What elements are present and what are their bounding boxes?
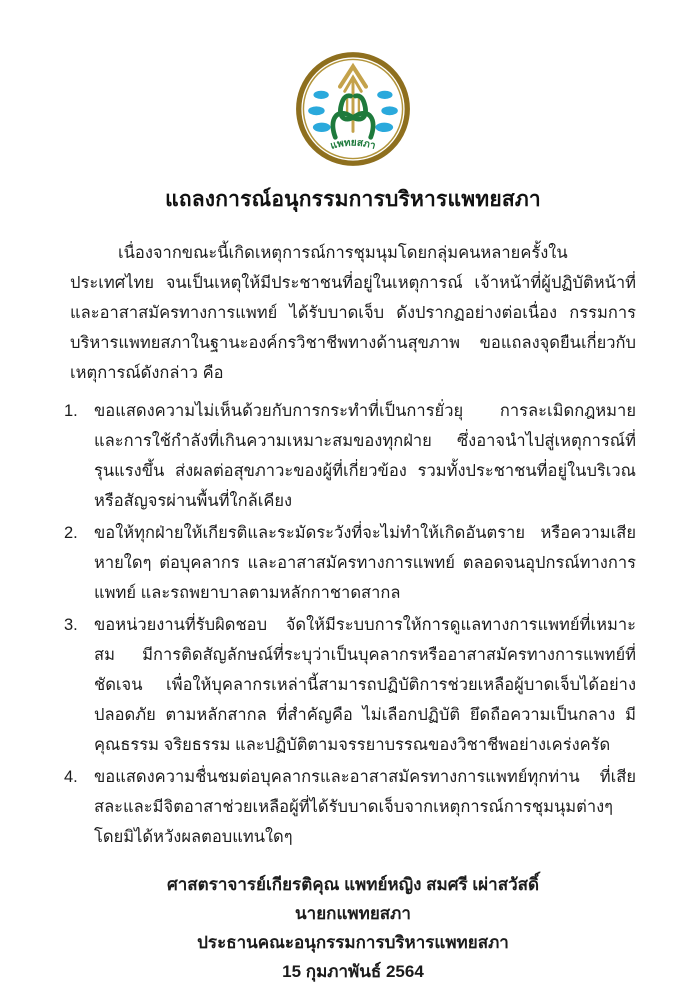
statement-list (64, 396, 636, 852)
signer-position-2: ประธานคณะอนุกรรมการบริหารแพทยสภา (197, 933, 509, 952)
list-item (64, 518, 636, 608)
list-item (64, 610, 636, 760)
intro-paragraph: เนื่องจากขณะนี้เกิดเหตุการณ์การชุมนุมโดยกลุ่มคนหลายครั้งในประเทศไทย จนเป็นเหตุให้มีประชาชนที่อยู่ในเหตุการณ์ เจ้าหน้าที่ผู้ปฏิบัติหน้าที่ และอาสาสมัครทางการแพทย์ ได้รับบาดเจ็บ ดังปรากฏอย่างต่อเนื่อง กรรมการบริหารแพทยสภาในฐานะองค์กรวิชาชีพทางด้านสุขภาพ ขอแถลงจุดยืนเกี่ยวกับเหตุการณ์ดังกล่าว คือ (70, 244, 636, 382)
list-item-text: ขอหน่วยงานที่รับผิดชอบ จัดให้มีระบบการให้การดูแลทางการแพทย์ที่เหมาะสม มีการติดสัญลักษณ์ที่ระบุว่าเป็นบุคลากรหรืออาสาสมัครทางการแพทย์ที่ชัดเจน เพื่อให้บุคลากรเหล่านี้สามารถปฏิบัติการช่วยเหลือผู้บาดเจ็บได้อย่างปลอดภัย ตามหลักสากล ที่สำคัญคือ ไม่เลือกปฏิบัติ ยึดถือความเป็นกลาง มีคุณธรรม จริยธรรม และปฏิบัติตามจรรยาบรรณของวิชาชีพอย่างเคร่งครัด (94, 616, 636, 754)
document-date: 15 กุมภาพันธ์ 2564 (282, 962, 424, 981)
logo-container (70, 50, 636, 173)
list-item (64, 396, 636, 516)
list-item-number: 2. (64, 524, 78, 542)
list-item-number: 1. (64, 402, 78, 420)
list-item-number: 4. (64, 768, 78, 786)
list-item (64, 762, 636, 852)
signature-block (70, 870, 636, 986)
signer-position-1: นายกแพทยสภา (295, 904, 411, 923)
list-item-text: ขอให้ทุกฝ่ายให้เกียรติและระมัดระวังที่จะไม่ทำให้เกิดอันตราย หรือความเสียหายใดๆ ต่อบุคลากร และอาสาสมัครทางการแพทย์ ตลอดจนอุปกรณ์ทางการแพทย์ และรถพยาบาลตามหลักกาชาดสากล (94, 524, 636, 602)
list-item-number: 3. (64, 616, 78, 634)
medical-council-emblem-icon (294, 50, 412, 168)
emblem-caption: แพทยสภา (329, 137, 377, 152)
list-item-text: ขอแสดงความไม่เห็นด้วยกับการกระทำที่เป็นการยั่วยุ การละเมิดกฎหมาย และการใช้กำลังที่เกินความเหมาะสมของทุกฝ่าย ซึ่งอาจนำไปสู่เหตุการณ์ที่รุนแรงขึ้น ส่งผลต่อสุขภาวะของผู้ที่เกี่ยวข้อง รวมทั้งประชาชนที่อยู่ในบริเวณ หรือสัญจรผ่านพื้นที่ใกล้เคียง (94, 402, 636, 510)
document-title: แถลงการณ์อนุกรรมการบริหารแพทยสภา (165, 188, 541, 211)
list-item-text: ขอแสดงความชื่นชมต่อบุคลากรและอาสาสมัครทางการแพทย์ทุกท่าน ที่เสียสละและมีจิตอาสาช่วยเหลือผู้ที่ได้รับบาดเจ็บจากเหตุการณ์การชุมนุมต่างๆ โดยมิได้หวังผลตอบแทนใดๆ (94, 768, 636, 846)
signer-name: ศาสตราจารย์เกียรติคุณ แพทย์หญิง สมศรี เผ่าสวัสดิ์ (166, 875, 540, 894)
